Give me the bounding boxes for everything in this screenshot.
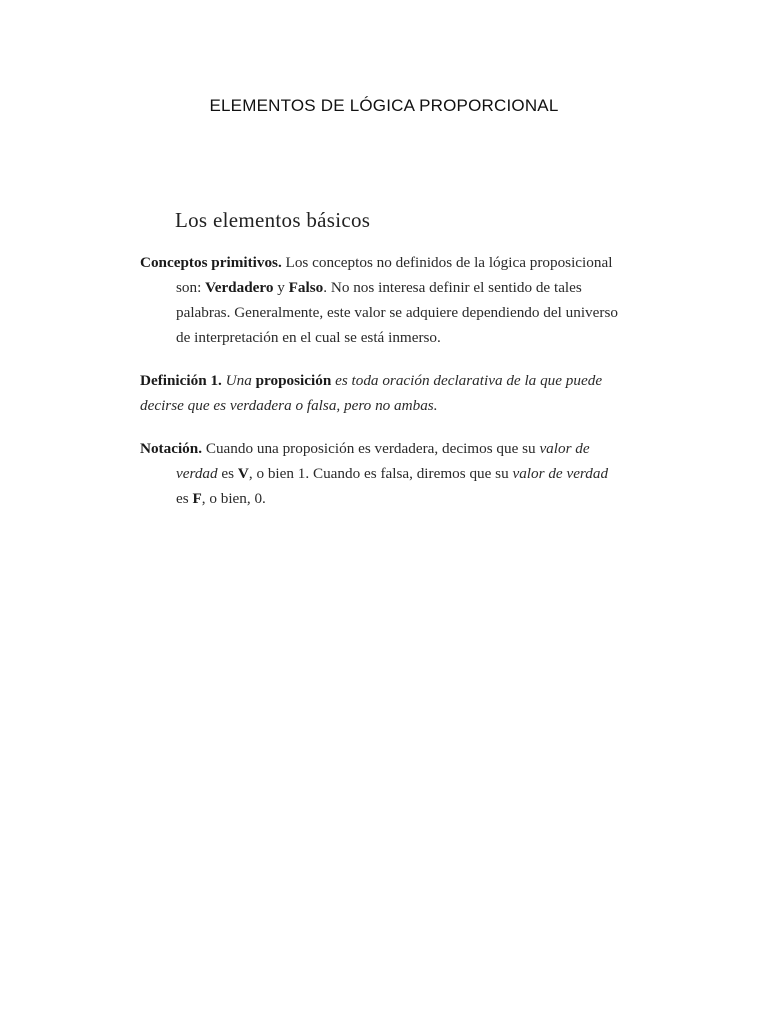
notation-heading: Notación.: [140, 440, 203, 457]
concepts-text-2: y: [273, 279, 289, 296]
symbol-v: V: [237, 465, 249, 482]
definition-paragraph: [140, 368, 624, 418]
definition-text: [140, 368, 624, 418]
definition-heading: Definición 1.: [140, 372, 222, 389]
symbol-f: F: [192, 490, 202, 507]
notation-text: [140, 436, 624, 511]
notation-italic-1: valor de verdad: [176, 440, 590, 482]
notation-text-4: es: [176, 490, 193, 507]
notation-text-3: , o bien 1. Cuando es falsa, diremos que su: [248, 465, 513, 482]
notation-text-1: Cuando una proposición es verdadera, decimos que su: [202, 440, 540, 457]
term-proposicion: proposición: [255, 372, 332, 389]
notation-italic-2: valor de verdad: [512, 465, 609, 482]
notation-paragraph: [140, 436, 624, 511]
term-falso: Falso: [288, 279, 324, 296]
concepts-text-1: Los conceptos no definidos de la lógica proposicional son:: [176, 254, 613, 296]
notation-text-5: , o bien, 0.: [201, 490, 266, 507]
page-title: ELEMENTOS DE LÓGICA PROPORCIONAL: [209, 96, 559, 115]
definition-text-1: Una: [221, 372, 256, 389]
concepts-heading: Conceptos primitivos.: [140, 254, 282, 271]
notation-text-2: es: [217, 465, 238, 482]
concepts-text: [140, 250, 624, 350]
concepts-text-3: . No nos interesa definir el sentido de tales palabras. Generalmente, este valor se adquiere dependiendo del universo de interpretación en el cual se está inmerso.: [176, 279, 618, 346]
term-verdadero: Verdadero: [205, 279, 274, 296]
definition-text-2: es toda oración declarativa de la que puede decirse que es verdadera o falsa, pero no ambas.: [140, 372, 603, 414]
concepts-paragraph: [140, 250, 624, 350]
section-heading: Los elementos básicos: [175, 208, 371, 232]
